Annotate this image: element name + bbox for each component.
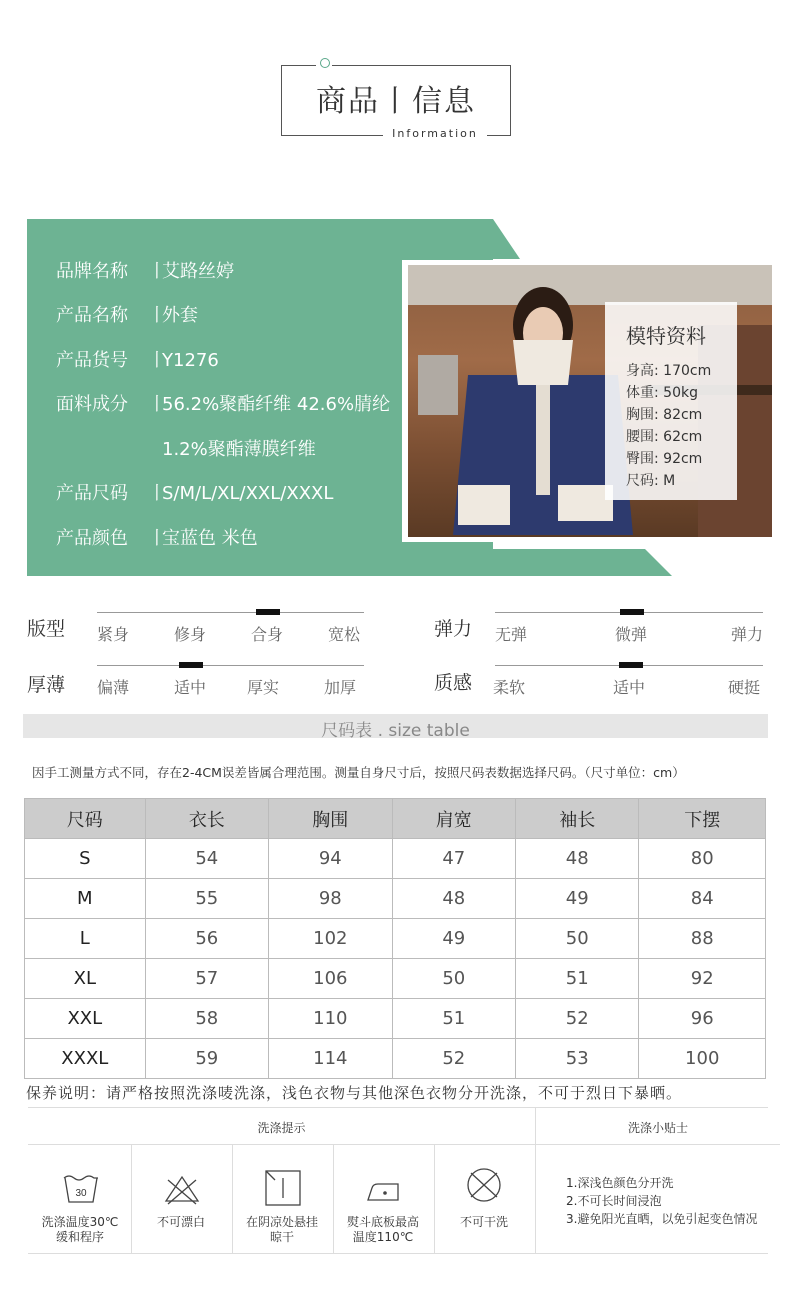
size-cell: S xyxy=(25,839,146,879)
washing-top-divider xyxy=(28,1107,768,1108)
size-table-title: 尺码表 . size table xyxy=(321,721,470,741)
fit-elastic-opt-2: 微弹 xyxy=(615,625,648,644)
fit-thickness-opt-4: 加厚 xyxy=(324,678,357,697)
shoulder-cell: 48 xyxy=(392,879,515,919)
fit-elastic-opt-1: 无弹 xyxy=(495,625,528,644)
length-cell: 55 xyxy=(145,879,268,919)
table-row xyxy=(25,879,766,919)
model-height: 身高: 170cm xyxy=(626,363,712,379)
fit-texture-opt-1: 柔软 xyxy=(493,678,526,697)
info-row-colors: 产品颜色 丨宝蓝色 米色 xyxy=(56,528,258,549)
fit-texture-opt-3: 硬挺 xyxy=(728,678,761,697)
fit-version-label: 版型 xyxy=(27,618,66,640)
size-header-bust: 胸围 xyxy=(269,799,393,839)
size-header-sleeve: 袖长 xyxy=(516,799,639,839)
sleeve-cell: 48 xyxy=(516,839,639,879)
size-cell: XXXL xyxy=(25,1039,146,1079)
shoulder-cell: 47 xyxy=(392,839,515,879)
washing-tip-1: 1.深浅色颜色分开洗 xyxy=(566,1176,674,1190)
sleeve-cell: 51 xyxy=(516,959,639,999)
size-cell: XL xyxy=(25,959,146,999)
size-header-hem: 下摆 xyxy=(639,799,766,839)
size-header-shoulder: 肩宽 xyxy=(392,799,515,839)
model-size: 尺码: M xyxy=(626,473,676,489)
page-subtitle: Information xyxy=(392,127,478,140)
sleeve-cell: 52 xyxy=(516,999,639,1039)
washing-tips-heading: 洗涤小贴士 xyxy=(627,1121,688,1135)
hem-cell: 100 xyxy=(639,1039,766,1079)
info-row-fabric-cont: 1.2%聚酯薄膜纤维 xyxy=(162,439,316,460)
fit-thickness-label: 厚薄 xyxy=(27,674,66,696)
iron-low-label: 熨斗底板最高 温度110℃ xyxy=(346,1215,419,1244)
fit-version-opt-4: 宽松 xyxy=(328,625,361,644)
shoulder-cell: 50 xyxy=(392,959,515,999)
page-title: 商品丨信息 xyxy=(316,84,476,119)
no-bleach-label: 不可漂白 xyxy=(156,1215,205,1229)
bust-cell: 106 xyxy=(269,959,393,999)
table-row xyxy=(25,1039,766,1079)
icon-divider xyxy=(434,1144,435,1253)
hem-cell: 96 xyxy=(639,999,766,1039)
info-row-fabric: 面料成分 丨56.2%聚酯纤维 42.6%腈纶 xyxy=(56,394,391,415)
bust-cell: 94 xyxy=(269,839,393,879)
model-weight: 体重: 50kg xyxy=(626,385,698,401)
length-cell: 58 xyxy=(145,999,268,1039)
table-row xyxy=(25,919,766,959)
line-dry-shade-label: 在阴凉处悬挂 晾干 xyxy=(245,1215,318,1244)
fit-texture-opt-2: 适中 xyxy=(613,678,646,697)
fit-version-line xyxy=(97,612,364,613)
model-info-title: 模特资料 xyxy=(626,324,706,348)
washing-bottom-divider xyxy=(28,1253,768,1254)
washing-heading: 洗涤提示 xyxy=(257,1121,306,1135)
length-cell: 59 xyxy=(145,1039,268,1079)
hem-cell: 80 xyxy=(639,839,766,879)
fit-version-opt-2: 修身 xyxy=(174,625,207,644)
fit-elastic-marker xyxy=(620,609,644,615)
model-waist: 腰围: 62cm xyxy=(626,429,703,445)
no-tumble-dry-label: 不可干洗 xyxy=(459,1215,508,1229)
shoulder-cell: 49 xyxy=(392,919,515,959)
iron-low-icon xyxy=(364,1168,404,1208)
table-row xyxy=(25,839,766,879)
shoulder-cell: 52 xyxy=(392,1039,515,1079)
hem-cell: 92 xyxy=(639,959,766,999)
fit-elastic-label: 弹力 xyxy=(434,618,473,640)
fit-thickness-opt-3: 厚实 xyxy=(247,678,280,697)
washing-tip-3: 3.避免阳光直晒，以免引起变色情况 xyxy=(566,1212,758,1226)
no-tumble-dry-icon xyxy=(464,1165,504,1205)
icon-divider xyxy=(131,1144,132,1253)
fit-thickness-line xyxy=(97,665,364,666)
info-row-name: 产品名称 丨外套 xyxy=(56,305,198,326)
length-cell: 54 xyxy=(145,839,268,879)
no-bleach-icon xyxy=(162,1168,202,1208)
size-cell: M xyxy=(25,879,146,919)
fit-version-opt-1: 紧身 xyxy=(97,625,130,644)
fit-version-opt-3: 合身 xyxy=(251,625,284,644)
bust-cell: 98 xyxy=(269,879,393,919)
model-hip: 臀围: 92cm xyxy=(626,451,703,467)
hem-cell: 84 xyxy=(639,879,766,919)
wash-temp-number: 30 xyxy=(75,1188,87,1199)
header-frame-bottom-right xyxy=(487,135,510,136)
wash-30-icon xyxy=(61,1168,101,1208)
sleeve-cell: 49 xyxy=(516,879,639,919)
size-table xyxy=(24,798,766,1079)
washing-mid-divider xyxy=(28,1144,780,1145)
size-table-note: 因手工测量方式不同，存在2-4CM误差皆属合理范围。测量自身尺寸后，按照尺码表数据选择尺码。（尺寸单位：cm） xyxy=(32,765,685,780)
length-cell: 56 xyxy=(145,919,268,959)
table-row xyxy=(25,999,766,1039)
fit-elastic-opt-3: 弹力 xyxy=(731,625,764,644)
bust-cell: 110 xyxy=(269,999,393,1039)
sleeve-cell: 53 xyxy=(516,1039,639,1079)
size-header-length: 衣长 xyxy=(145,799,268,839)
bust-cell: 114 xyxy=(269,1039,393,1079)
table-row xyxy=(25,959,766,999)
washing-tip-2: 2.不可长时间浸泡 xyxy=(566,1194,662,1208)
size-cell: XXL xyxy=(25,999,146,1039)
size-table-header xyxy=(25,799,766,839)
fit-thickness-marker xyxy=(179,662,203,668)
header-frame-bottom-left xyxy=(281,135,383,136)
length-cell: 57 xyxy=(145,959,268,999)
info-row-sizes: 产品尺码 丨S/M/L/XL/XXL/XXXL xyxy=(56,483,334,504)
care-instructions: 保养说明：请严格按照洗涤唛洗涤，浅色衣物与其他深色衣物分开洗涤，不可于烈日下暴晒。 xyxy=(26,1084,683,1102)
wash-30-label: 洗涤温度30℃ 缓和程序 xyxy=(41,1215,119,1244)
header-dot-icon xyxy=(320,58,330,68)
info-row-sku: 产品货号 丨Y1276 xyxy=(56,350,219,371)
fit-thickness-opt-2: 适中 xyxy=(174,678,207,697)
fit-texture-marker xyxy=(619,662,643,668)
fit-texture-label: 质感 xyxy=(434,672,473,694)
size-header-size: 尺码 xyxy=(25,799,146,839)
line-dry-shade-icon xyxy=(263,1168,303,1208)
fit-version-marker xyxy=(256,609,280,615)
hem-cell: 88 xyxy=(639,919,766,959)
info-row-brand: 品牌名称 丨艾路丝婷 xyxy=(56,261,234,282)
bust-cell: 102 xyxy=(269,919,393,959)
sleeve-cell: 50 xyxy=(516,919,639,959)
shoulder-cell: 51 xyxy=(392,999,515,1039)
model-bust: 胸围: 82cm xyxy=(626,407,703,423)
size-cell: L xyxy=(25,919,146,959)
fit-thickness-opt-1: 偏薄 xyxy=(97,678,130,697)
